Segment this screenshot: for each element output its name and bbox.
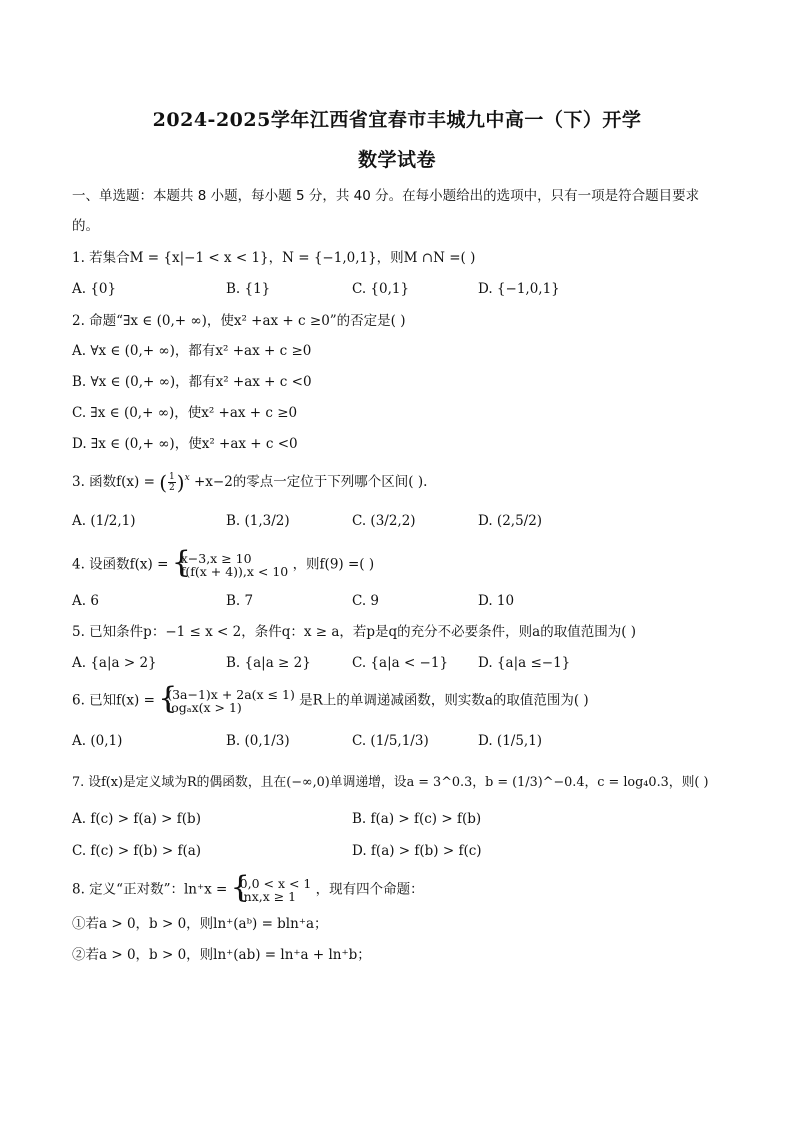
question-2-option-d: D. ∃x ∈ (0,+ ∞)，使x² +ax + c <0 xyxy=(72,436,298,452)
question-4-piecewise xyxy=(173,552,289,578)
question-1-option-a: A. {0} xyxy=(72,281,117,297)
exam-title-line2: 数学试卷 xyxy=(357,149,436,171)
question-8-piece-1: { 0,0 < x < 1 xyxy=(239,876,312,891)
question-7-option-c: C. f(c) > f(b) > f(a) xyxy=(72,843,202,859)
question-5-option-c: C. {a|a < −1} xyxy=(352,655,449,671)
question-2-option-a: A. ∀x ∈ (0,+ ∞)，都有x² +ax + c ≥0 xyxy=(72,343,312,359)
question-7-option-d: D. f(a) > f(b) > f(c) xyxy=(352,843,482,859)
question-2-option-c: C. ∃x ∈ (0,+ ∞)，使x² +ax + c ≥0 xyxy=(72,405,298,421)
question-3-option-a: A. (1/2,1) xyxy=(72,513,136,529)
question-7-stem: 7. 设f(x)是定义域为R的偶函数，且在(−∞,0)单调递增，设a = 3^0.3，b = (1/3)^−0.4，c = log₄0.3，则( ) xyxy=(72,775,709,790)
question-8-piece-2: lnx,x ≥ 1 xyxy=(239,889,297,904)
question-8-stem-suffix: ，现有四个命题： xyxy=(315,881,424,898)
question-4-option-c: C. 9 xyxy=(352,593,380,609)
question-3-option-c: C. (3/2,2) xyxy=(352,513,416,529)
question-4-option-d: D. 10 xyxy=(478,593,515,609)
question-8-stem-prefix: 8. 定义“正对数”：ln⁺x = xyxy=(72,881,228,898)
exam-title-line1: 2024-2025学年江西省宜春市丰城九中高一（下）开学 xyxy=(152,109,642,131)
question-3-stem-suffix: +x−2的零点一定位于下列哪个区间( ). xyxy=(193,474,428,490)
question-8-piecewise xyxy=(232,877,312,903)
question-8-stem xyxy=(72,877,424,903)
question-5-option-b: B. {a|a ≥ 2} xyxy=(226,655,311,671)
question-6-option-b: B. (0,1/3) xyxy=(226,733,290,749)
question-5-stem: 5. 已知条件p：−1 ≤ x < 2，条件q：x ≥ a，若p是q的充分不必要条件，则a的取值范围为( ) xyxy=(72,624,637,640)
question-4-option-a: A. 6 xyxy=(72,593,99,609)
question-5-option-a: A. {a|a > 2} xyxy=(72,655,157,671)
question-6-piece-2: logₐx(x > 1) xyxy=(167,700,242,715)
question-2-option-b: B. ∀x ∈ (0,+ ∞)，都有x² +ax + c <0 xyxy=(72,374,312,390)
question-6-piecewise xyxy=(159,688,295,714)
question-3-stem-prefix: 3. 函数f(x) = xyxy=(72,474,160,490)
question-4-piece-2: f(f(x + 4)),x < 10 xyxy=(180,564,289,579)
question-6-option-d: D. (1/5,1) xyxy=(478,733,543,749)
section-intro-line2: 的。 xyxy=(72,218,99,234)
question-8-proposition-1: ①若a > 0，b > 0，则ln⁺(aᵇ) = bln⁺a； xyxy=(72,916,328,932)
question-1-option-b: B. {1} xyxy=(226,281,271,297)
question-6-stem-suffix: 是R上的单调递减函数，则实数a的取值范围为( ) xyxy=(299,692,589,709)
question-3-stem: 3. 函数f(x) = ( $\frac{1}{2}$ )$^x$ +x−2的零点一定位于下列哪个区间( ). xyxy=(72,470,428,495)
question-4-stem-prefix: 4. 设函数f(x) = xyxy=(72,556,169,573)
question-7-option-b: B. f(a) > f(c) > f(b) xyxy=(352,811,482,827)
section-intro-line1: 一、单选题：本题共 8 小题，每小题 5 分，共 40 分。在每小题给出的选项中，只有一项是符合题目要求 xyxy=(72,188,700,204)
question-1-option-c: C. {0,1} xyxy=(352,281,410,297)
question-6-stem xyxy=(72,688,589,714)
question-4-stem-suffix: ，则f(9) =( ) xyxy=(292,556,375,573)
question-6-stem-prefix: 6. 已知f(x) = xyxy=(72,692,155,709)
question-4-piece-1: { x−3,x ≥ 10 xyxy=(180,551,252,566)
question-3-option-b: B. (1,3/2) xyxy=(226,513,290,529)
question-1-option-d: D. {−1,0,1} xyxy=(478,281,560,297)
question-7-option-a: A. f(c) > f(a) > f(b) xyxy=(72,811,201,827)
question-6-piece-1: { (3a−1)x + 2a(x ≤ 1) xyxy=(167,687,295,702)
question-4-option-b: B. 7 xyxy=(226,593,254,609)
question-2-stem: 2. 命题“∃x ∈ (0,+ ∞)，使x² +ax + c ≥0”的否定是( ) xyxy=(72,313,406,329)
question-6-option-c: C. (1/5,1/3) xyxy=(352,733,429,749)
question-1-stem: 1. 若集合M = {x|−1 < x < 1}，N = {−1,0,1}，则M ∩N =( ) xyxy=(72,250,476,266)
question-4-stem xyxy=(72,552,374,578)
question-3-option-d: D. (2,5/2) xyxy=(478,513,543,529)
question-5-option-d: D. {a|a ≤−1} xyxy=(478,655,571,671)
fraction-one-half: $\frac{1}{2}$ xyxy=(169,472,175,493)
question-6-option-a: A. (0,1) xyxy=(72,733,123,749)
question-8-proposition-2: ②若a > 0，b > 0，则ln⁺(ab) = ln⁺a + ln⁺b； xyxy=(72,947,371,963)
